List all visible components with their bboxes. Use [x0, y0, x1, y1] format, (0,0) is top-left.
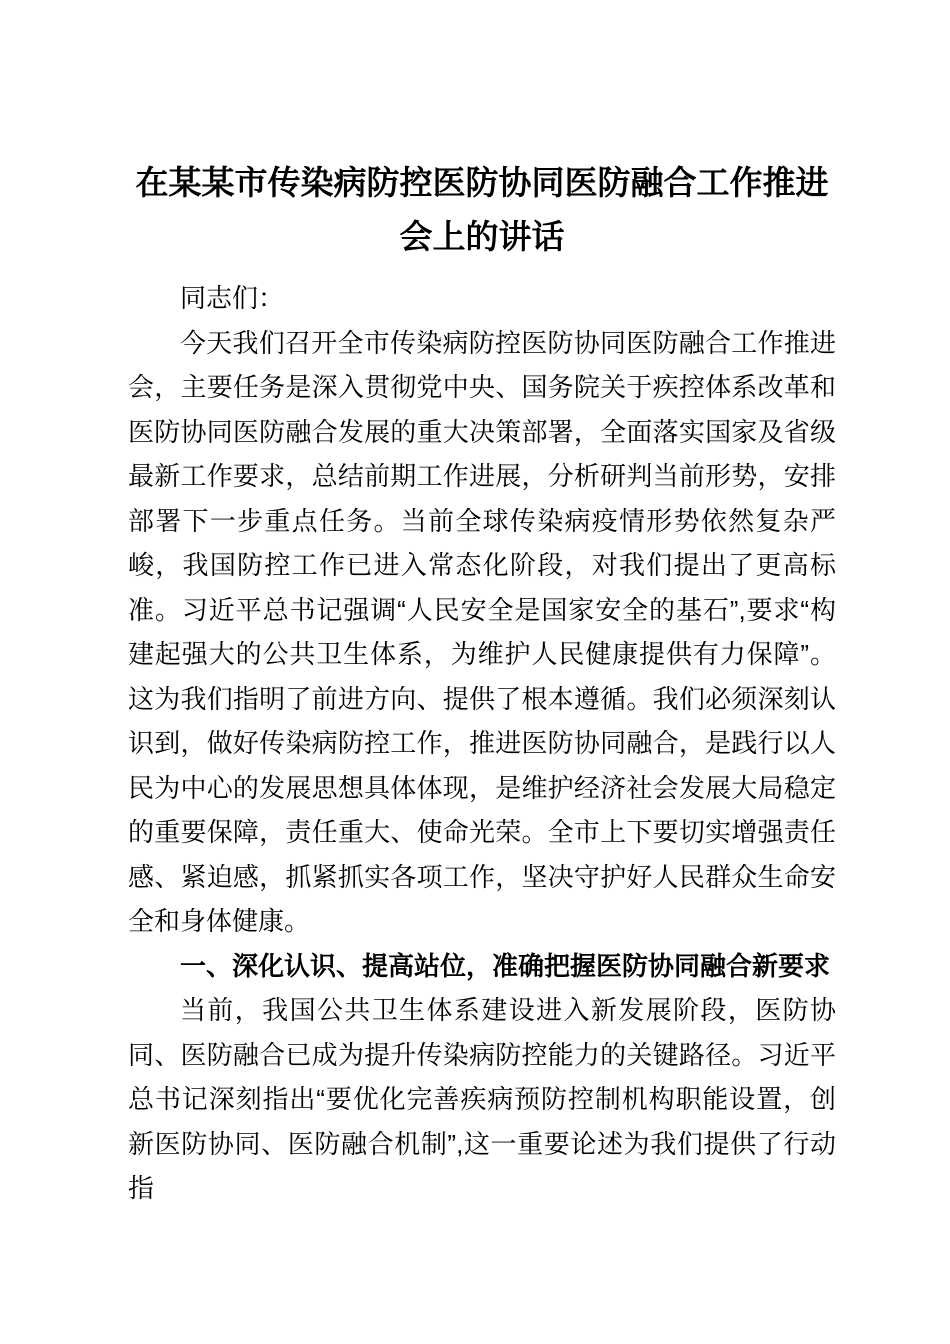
- document-title: 在某某市传染病防控医防协同医防融合工作推进会上的讲话: [135, 164, 829, 255]
- paragraph: 今天我们召开全市传染病防控医防协同医防融合工作推进会，主要任务是深入贯彻党中央、国务院关于疾控体系改革和医防协同医防融合发展的重大决策部署，全面落实国家及省级最新工作要求，总结前期工作进展，分析研判当前形势，安排部署下一步重点任务。当前全球传染病疫情形势依然复杂严峻，我国防控工作已进入常态化阶段，对我们提出了更高标准。习近平总书记强调“人民安全是国家安全的基石”,要求“构建起强大的公共卫生体系，为维护人民健康提供有力保障”。这为我们指明了前进方向、提供了根本遵循。我们必须深刻认识到，做好传染病防控工作，推进医防协同融合，是践行以人民为中心的发展思想具体体现，是维护经济社会发展大局稳定的重要保障，责任重大、使命光荣。全市上下要切实增强责任感、紧迫感，抓紧抓实各项工作，坚决守护好人民群众生命安全和身体健康。: [128, 327, 836, 936]
- document-body: [128, 276, 836, 1211]
- paragraph: 当前，我国公共卫生体系建设进入新发展阶段，医防协同、医防融合已成为提升传染病防控能力的关键路径。习近平总书记深刻指出“要优化完善疾病预防控制机构职能设置，创新医防协同、医防融合机制”,这一重要论述为我们提供了行动指: [128, 995, 836, 1203]
- section-heading: 一、深化认识、提高站位，准确把握医防协同融合新要求: [180, 950, 831, 981]
- paragraph: 同志们：: [180, 283, 285, 313]
